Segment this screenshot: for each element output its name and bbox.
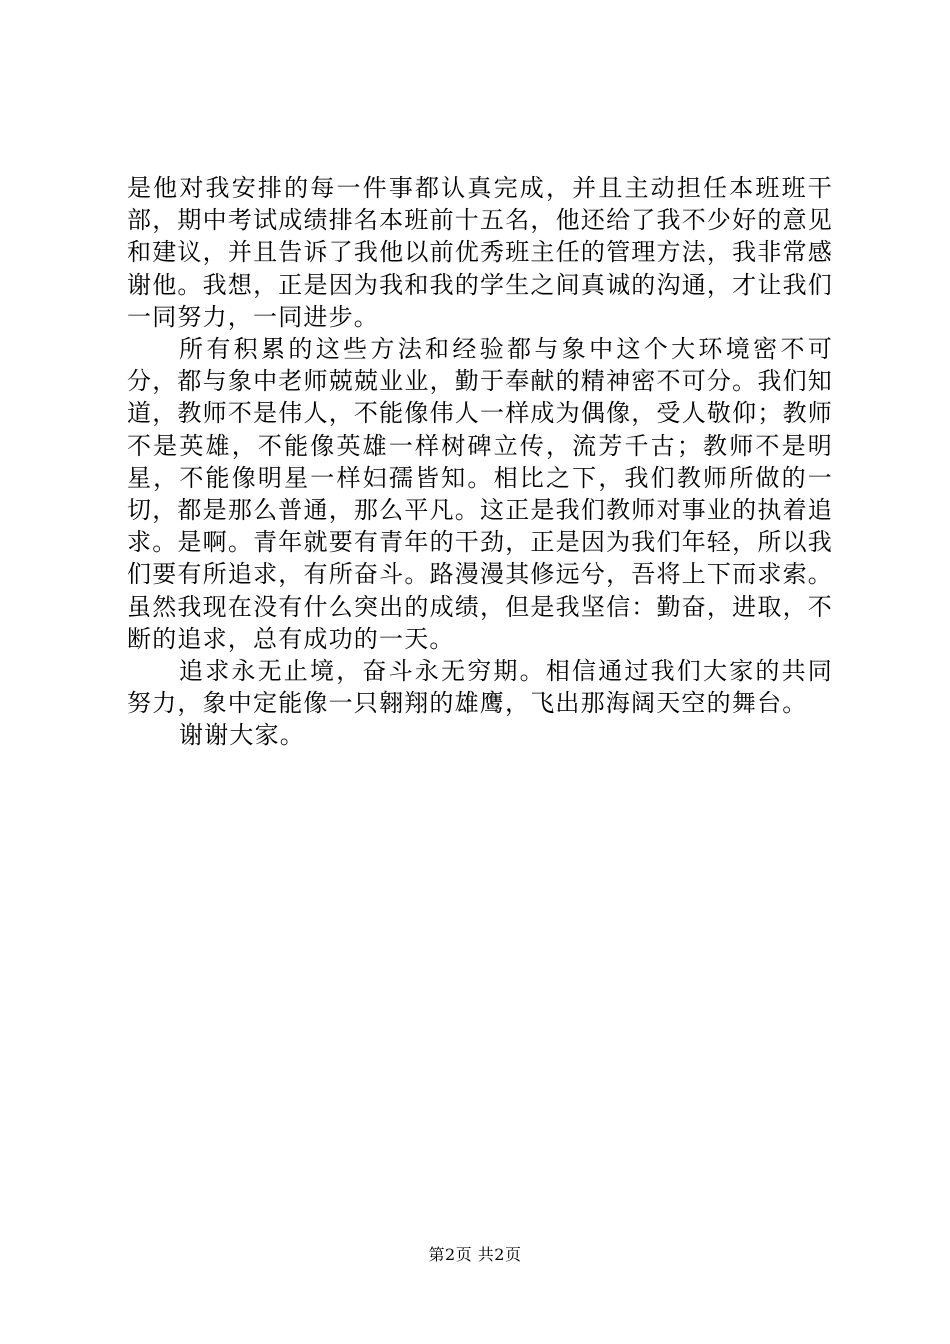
paragraph-methods-experience: 所有积累的这些方法和经验都与象中这个大环境密不可分，都与象中老师兢兢业业，勤于奉献的精神密不可分。我们知道，教师不是伟人，不能像伟人一样成为偶像，受人敬仰；教师不是英雄，不能像英雄一样树碑立传，流芳千古；教师不是明星，不能像明星一样妇孺皆知。相比之下，我们教师所做的一切，都是那么普通，那么平凡。这正是我们教师对事业的执着追求。是啊。青年就要有青年的干劲，正是因为我们年轻，所以我们要有所追求，有所奋斗。路漫漫其修远兮，吾将上下而求索。虽然我现在没有什么突出的成绩，但是我坚信：勤奋，进取，不断的追求，总有成功的一天。 [127,335,833,653]
paragraph-thanks: 谢谢大家。 [179,721,305,750]
paragraph-continuation: 是他对我安排的每一件事都认真完成，并且主动担任本班班干部，期中考试成绩排名本班前十五名，他还给了我不少好的意见和建议，并且告诉了我他以前优秀班主任的管理方法，我非常感谢他。我想，正是因为我和我的学生之间真诚的沟通，才让我们一同努力，一同进步。 [127,174,833,331]
document-body [127,172,833,752]
page-number-footer: 第2页 共2页 [428,1245,522,1264]
paragraph-pursuit: 追求永无止境，奋斗永无穷期。相信通过我们大家的共同努力，象中定能像一只翱翔的雄鹰，飞出那海阔天空的舞台。 [127,657,833,718]
